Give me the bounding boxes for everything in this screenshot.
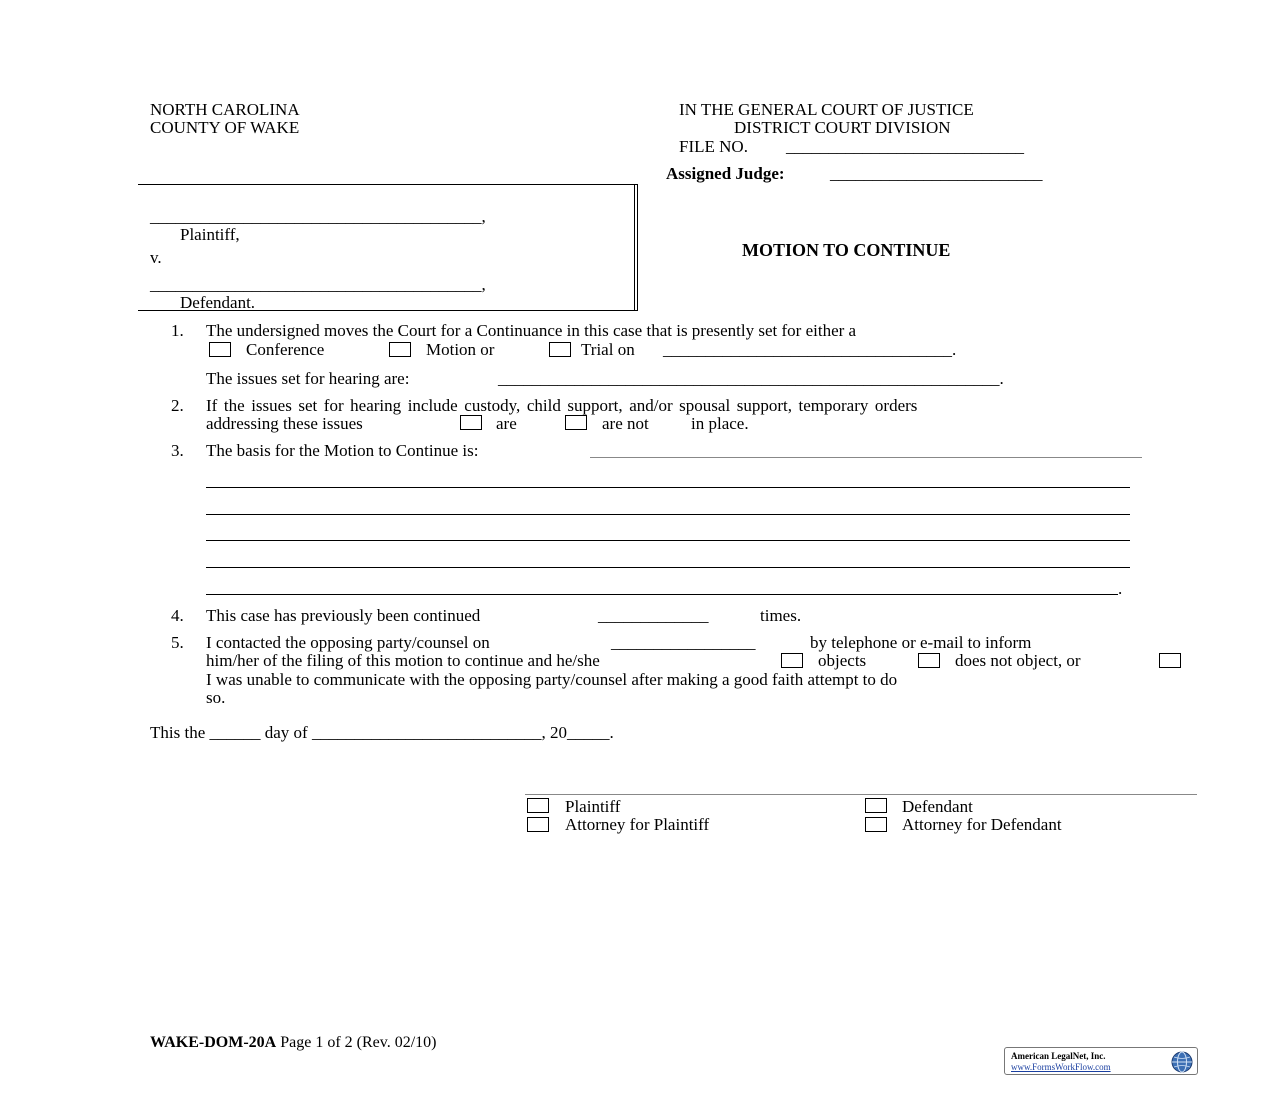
orders-are-not-checkbox[interactable]: [565, 415, 587, 430]
does-not-object-checkbox[interactable]: [918, 653, 940, 668]
file-no-field[interactable]: ____________________________: [786, 137, 1024, 156]
signer-defendant-checkbox[interactable]: [865, 798, 887, 813]
signer-defendant-label: Defendant: [902, 797, 973, 816]
conference-checkbox[interactable]: [209, 342, 231, 357]
item4-times: times.: [760, 606, 802, 625]
logo-company: American LegalNet, Inc.: [1011, 1051, 1106, 1061]
unable-to-communicate-checkbox[interactable]: [1159, 653, 1181, 668]
county-name: COUNTY OF WAKE: [150, 118, 300, 137]
trial-label: Trial on: [581, 340, 635, 359]
defendant-label: Defendant.: [180, 293, 256, 312]
orders-are-checkbox[interactable]: [460, 415, 482, 430]
globe-icon: [1170, 1050, 1194, 1074]
american-legalnet-logo[interactable]: [1004, 1047, 1198, 1075]
signer-attorney-defendant-label: Attorney for Defendant: [902, 815, 1062, 834]
state-name: NORTH CAROLINA: [150, 100, 300, 119]
signer-attorney-defendant-checkbox[interactable]: [865, 817, 887, 832]
court-name: IN THE GENERAL COURT OF JUSTICE: [679, 100, 974, 119]
caption-right-rule-outer: [637, 184, 638, 311]
document-title: MOTION TO CONTINUE: [742, 240, 951, 260]
item2-tail: in place.: [691, 414, 749, 433]
item1-text: The undersigned moves the Court for a Continuance in this case that is presently set for either a: [206, 321, 857, 340]
item2-text-line2: addressing these issues: [206, 414, 363, 433]
trial-date-field[interactable]: __________________________________.: [663, 340, 957, 359]
issues-label: The issues set for hearing are:: [206, 369, 410, 388]
item5-text-line1-tail: by telephone or e-mail to inform: [810, 633, 1032, 652]
item3-text: The basis for the Motion to Continue is:: [206, 441, 479, 460]
basis-field-line-0[interactable]: [590, 457, 1142, 458]
motion-checkbox[interactable]: [389, 342, 411, 357]
issues-field[interactable]: ___________________________________________________________.: [498, 369, 1004, 388]
item3-number: 3.: [171, 441, 184, 460]
objects-checkbox[interactable]: [781, 653, 803, 668]
basis-field-line-5[interactable]: [206, 594, 1118, 595]
continued-count-field[interactable]: _____________: [598, 606, 709, 625]
form-footer: [150, 1034, 436, 1052]
item2-text-line1: If the issues set for hearing include custody, child support, and/or spousal support, temporary orders: [206, 396, 918, 415]
form-id: WAKE-DOM-20A: [150, 1034, 277, 1051]
basis-field-line-1[interactable]: [206, 487, 1130, 488]
objects-label: objects: [818, 651, 867, 670]
item1-number: 1.: [171, 321, 184, 340]
trial-checkbox[interactable]: [549, 342, 571, 357]
item5-number: 5.: [171, 633, 184, 652]
item5-text-line3: I was unable to communicate with the opposing party/counsel after making a good faith attempt to do: [206, 670, 898, 689]
file-no-label: FILE NO.: [679, 137, 748, 156]
logo-url[interactable]: www.FormsWorkFlow.com: [1011, 1062, 1111, 1072]
plaintiff-label: Plaintiff,: [180, 225, 240, 244]
item5-text-line4: so.: [206, 688, 226, 707]
plaintiff-name-field[interactable]: _______________________________________,: [150, 207, 486, 226]
signer-plaintiff-label: Plaintiff: [565, 797, 621, 816]
page-info: Page 1 of 2 (Rev. 02/10): [280, 1034, 437, 1051]
basis-field-line-2[interactable]: [206, 514, 1130, 515]
conference-label: Conference: [246, 340, 325, 359]
does-not-object-label: does not object, or: [955, 651, 1081, 670]
contact-date-field[interactable]: _________________: [611, 633, 756, 652]
court-division: DISTRICT COURT DIVISION: [734, 118, 951, 137]
date-line[interactable]: This the ______ day of ___________________________, 20_____.: [150, 723, 614, 742]
defendant-name-field[interactable]: _______________________________________,: [150, 275, 486, 294]
basis-field-line-3[interactable]: [206, 540, 1130, 541]
versus-label: v.: [150, 248, 162, 267]
item4-number: 4.: [171, 606, 184, 625]
orders-are-not-label: are not: [602, 414, 649, 433]
item5-text-line1: I contacted the opposing party/counsel on: [206, 633, 490, 652]
item4-text: This case has previously been continued: [206, 606, 481, 625]
item5-text-line2: him/her of the filing of this motion to continue and he/she: [206, 651, 600, 670]
assigned-judge-label: Assigned Judge:: [666, 164, 785, 183]
signer-attorney-plaintiff-label: Attorney for Plaintiff: [565, 815, 710, 834]
signer-plaintiff-checkbox[interactable]: [527, 798, 549, 813]
assigned-judge-field[interactable]: _________________________: [830, 164, 1043, 183]
motion-label: Motion or: [426, 340, 495, 359]
caption-right-rule-inner: [634, 184, 635, 311]
basis-field-line-4[interactable]: [206, 567, 1130, 568]
signature-line[interactable]: [525, 794, 1197, 795]
caption-top-rule: [138, 184, 637, 185]
item2-number: 2.: [171, 396, 184, 415]
basis-end-period: .: [1118, 579, 1123, 598]
orders-are-label: are: [496, 414, 517, 433]
signer-attorney-plaintiff-checkbox[interactable]: [527, 817, 549, 832]
